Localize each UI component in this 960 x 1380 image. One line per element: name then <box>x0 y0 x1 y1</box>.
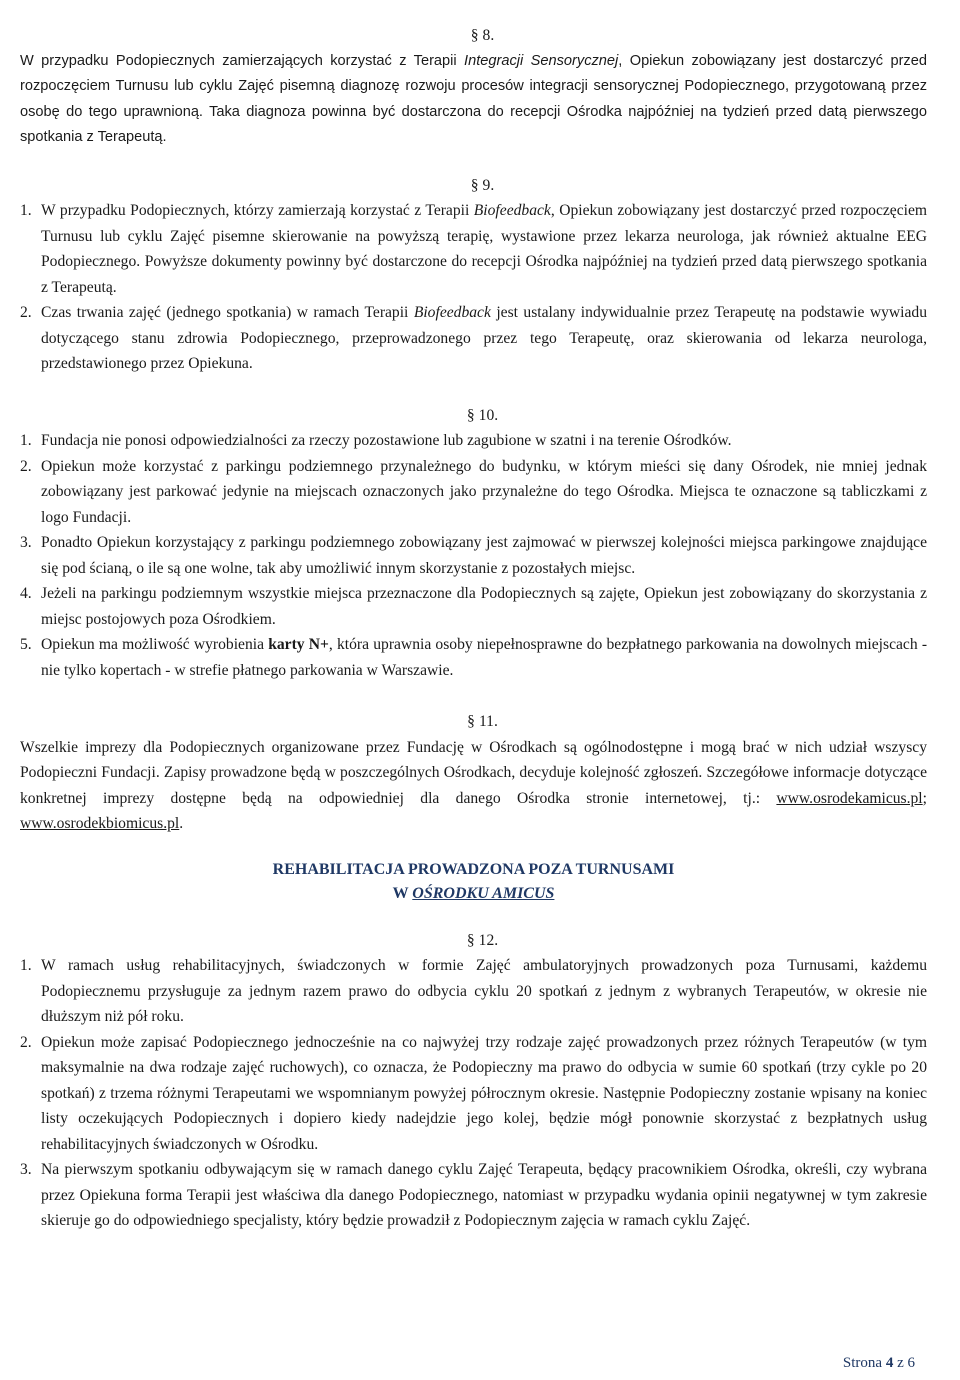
link-separator: ; <box>922 789 927 807</box>
section-sign: § <box>470 176 479 194</box>
paragraph-emphasis: Integracji Sensorycznej <box>464 52 619 69</box>
item-emphasis: Biofeedback <box>413 304 491 321</box>
section-9-heading <box>20 173 927 199</box>
item-text: W ramach usług rehabilitacyjnych, świadczonych w formie Zajęć ambulatoryjnych prowadzonych poza Turnusami, każdemu Podopiecznemu przysługuje za jednym razem prawo do odbycia cyklu 20 spotkań z jednym z wybranych Terapeutów, w okresie nie dłuższym niż pół roku. <box>41 957 927 1025</box>
paragraph-text: W przypadku Podopiecznych zamierzających korzystać z Terapii <box>20 52 465 69</box>
item-text: Na pierwszym spotkaniu odbywającym się w ramach danego cyklu Zajęć Terapeuta, będący pracownikiem Ośrodka, określi, czy wybrana przez Opiekuna forma Terapii jest właściwa dla danego Podopiecznego, natomiast w przypadku wydania opinii negatywnej w tym zakresie skieruje go do odpowiedniego specjalisty, który będzie prowadził z Podopiecznym zajęcia w ramach cyklu Zajęć. <box>41 1161 927 1229</box>
section-number: 11. <box>478 713 498 730</box>
section-8-heading <box>20 23 927 49</box>
title-prefix: W <box>392 884 413 902</box>
item-number: 2. <box>20 457 32 475</box>
title-emphasis: OŚRODKU AMICUS <box>412 884 555 902</box>
item-number: 3. <box>20 534 32 551</box>
list-item <box>20 1030 927 1158</box>
section-sign: § <box>466 406 475 424</box>
footer-of: z <box>893 1355 908 1371</box>
footer-label: Strona <box>842 1355 886 1371</box>
current-page-number: 4 <box>885 1355 894 1371</box>
section-8-paragraph <box>20 49 927 151</box>
section-number: 10. <box>478 406 499 424</box>
section-12-heading <box>20 928 927 954</box>
item-number: 2. <box>20 1033 32 1051</box>
item-text: W przypadku Podopiecznych, którzy zamierzają korzystać z Terapii <box>41 202 474 219</box>
list-item <box>20 1157 927 1234</box>
list-item <box>20 953 927 1030</box>
list-item <box>20 581 927 632</box>
section-10-list <box>20 428 927 683</box>
item-bold: karty N+ <box>268 636 329 653</box>
item-text: Jeżeli na parkingu podziemnym wszystkie miejsca przeznaczone dla Podopiecznych są zajęte, Opiekun jest zobowiązany do skorzystania z miejsc postojowych poza Ośrodkiem. <box>41 585 927 628</box>
item-number: 1. <box>20 957 32 974</box>
section-title-line-1: REHABILITACJA PROWADZONA POZA TURNUSAMI <box>272 860 675 878</box>
list-item <box>20 632 927 683</box>
paragraph-text: Wszelkie imprezy dla Podopiecznych organizowane przez Fundację w Ośrodkach są ogólnodostępne i mogą brać w nich udział wszyscy Podopieczni Fundacji. Zapisy prowadzone będą w poszczególnych Ośrodkach, decyduje kolejność zgłoszeń. Szczegółowe informacje dotyczące konkretnej imprezy dostępne będą na odpowiedniej dla danego Ośrodka stronie internetowej, tj.: <box>20 738 927 807</box>
section-sign: § <box>466 931 475 949</box>
item-text: Ponadto Opiekun korzystający z parkingu podziemnego zobowiązany jest zajmować w pierwszej kolejności miejsca parkingowe znajdujące się pod ścianą, o ile są one wolne, tak aby umożliwić innym skorzystanie z pozostałych miejsc. <box>41 534 927 577</box>
item-number: 4. <box>20 585 32 602</box>
item-text: Opiekun może korzystać z parkingu podziemnego przynależnego do budynku, w którym mieści się dany Ośrodek, nie mniej jednak zobowiązany jest parkować jedynie na miejscach oznaczonych jako przynależne do tego Ośrodka. Miejsca te oznaczone są tabliczkami z logo Fundacji. <box>41 457 927 526</box>
osrodekamicus-link[interactable]: www.osrodekamicus.pl <box>776 789 923 807</box>
list-item <box>20 198 927 300</box>
list-item <box>20 454 927 531</box>
list-item <box>20 300 927 377</box>
section-title <box>20 858 927 906</box>
section-number: 8. <box>482 27 495 44</box>
section-9-list <box>20 198 927 377</box>
item-text: Opiekun ma możliwość wyrobienia <box>41 636 269 653</box>
item-text: Czas trwania zajęć (jednego spotkania) w ramach Terapii <box>41 304 414 321</box>
osrodekbiomicus-link[interactable]: www.osrodekbiomicus.pl <box>20 815 180 832</box>
item-emphasis: Biofeedback <box>473 202 551 219</box>
paragraph-text: , Opiekun zobowiązany jest dostarczyć przed rozpoczęciem Turnusu lub cyklu Zajęć pisemną diagnozę rozwoju procesów integracji sensorycznej Podopiecznego, przygotowaną przez osobę do tego uprawnioną. Taka diagnoza powinna być dostarczona do recepcji Ośrodka najpóźniej na tydzień przed datą pierwszego spotkania z Terapeutą. <box>20 52 927 145</box>
list-item <box>20 530 927 581</box>
list-item <box>20 428 927 454</box>
item-text: , która uprawnia osoby niepełnosprawne do bezpłatnego parkowania na dowolnych miejscach - nie tylko kopertach - w strefie płatnego parkowania w Warszawie. <box>41 636 928 679</box>
section-11-heading <box>20 709 927 735</box>
item-number: 2. <box>20 304 32 321</box>
item-number: 3. <box>20 1161 32 1178</box>
item-text: jest ustalany indywidualnie przez Terapeutę na podstawie wywiadu dotyczącego stanu zdrowia Podopiecznego, przeprowadzonego przez tego Terapeutę, oraz skierowania od lekarza neurologa, przedstawionego przez Opiekuna. <box>41 304 927 372</box>
item-text: Opiekun może zapisać Podopiecznego jednocześnie na co najwyżej trzy rodzaje zajęć prowadzonych przez różnych Terapeutów (w tym maksymalnie na dwa rodzaje zajęć ruchowych), co oznacza, że Podopieczny ma prawo do odbycia w sumie 60 spotkań (trzy cykle po 20 spotkań) z trzema różnymi Terapeutami we wspomnianym powyżej półrocznym okresie. Następnie Podopieczny zostanie wpisany na koniec listy oczekujących Podopiecznych i dopiero kiedy nadejdzie jego kolej, będzie mógł ponownie skorzystać z bezpłatnych usług rehabilitacyjnych świadczonych w Ośrodku. <box>41 1033 927 1153</box>
section-title-line-2 <box>20 882 927 906</box>
item-number: 1. <box>20 432 32 449</box>
item-number: 1. <box>20 202 32 219</box>
item-number: 5. <box>20 636 32 653</box>
page-footer <box>843 1351 915 1377</box>
item-text: Fundacja nie ponosi odpowiedzialności za rzeczy pozostawione lub zagubione w szatni i na terenie Ośrodków. <box>41 432 732 449</box>
section-number: 12. <box>478 931 499 949</box>
total-pages: 6 <box>907 1355 915 1371</box>
section-sign: § <box>467 713 475 730</box>
section-number: 9. <box>482 176 495 194</box>
section-10-heading <box>20 403 927 429</box>
section-11-paragraph <box>20 735 927 837</box>
paragraph-end: . <box>179 815 184 832</box>
section-sign: § <box>470 27 479 44</box>
item-text: , Opiekun zobowiązany jest dostarczyć przed rozpoczęciem Turnusu lub cyklu Zajęć pisemne skierowanie na powyższą terapię, wystawione przez lekarza neurologa, jak również aktualne EEG Podopiecznego. Powyższe dokumenty powinny być dostarczone do recepcji Ośrodka najpóźniej na tydzień przed datą pierwszego spotkania z Terapeutą. <box>41 202 928 296</box>
section-12-list <box>20 953 927 1234</box>
